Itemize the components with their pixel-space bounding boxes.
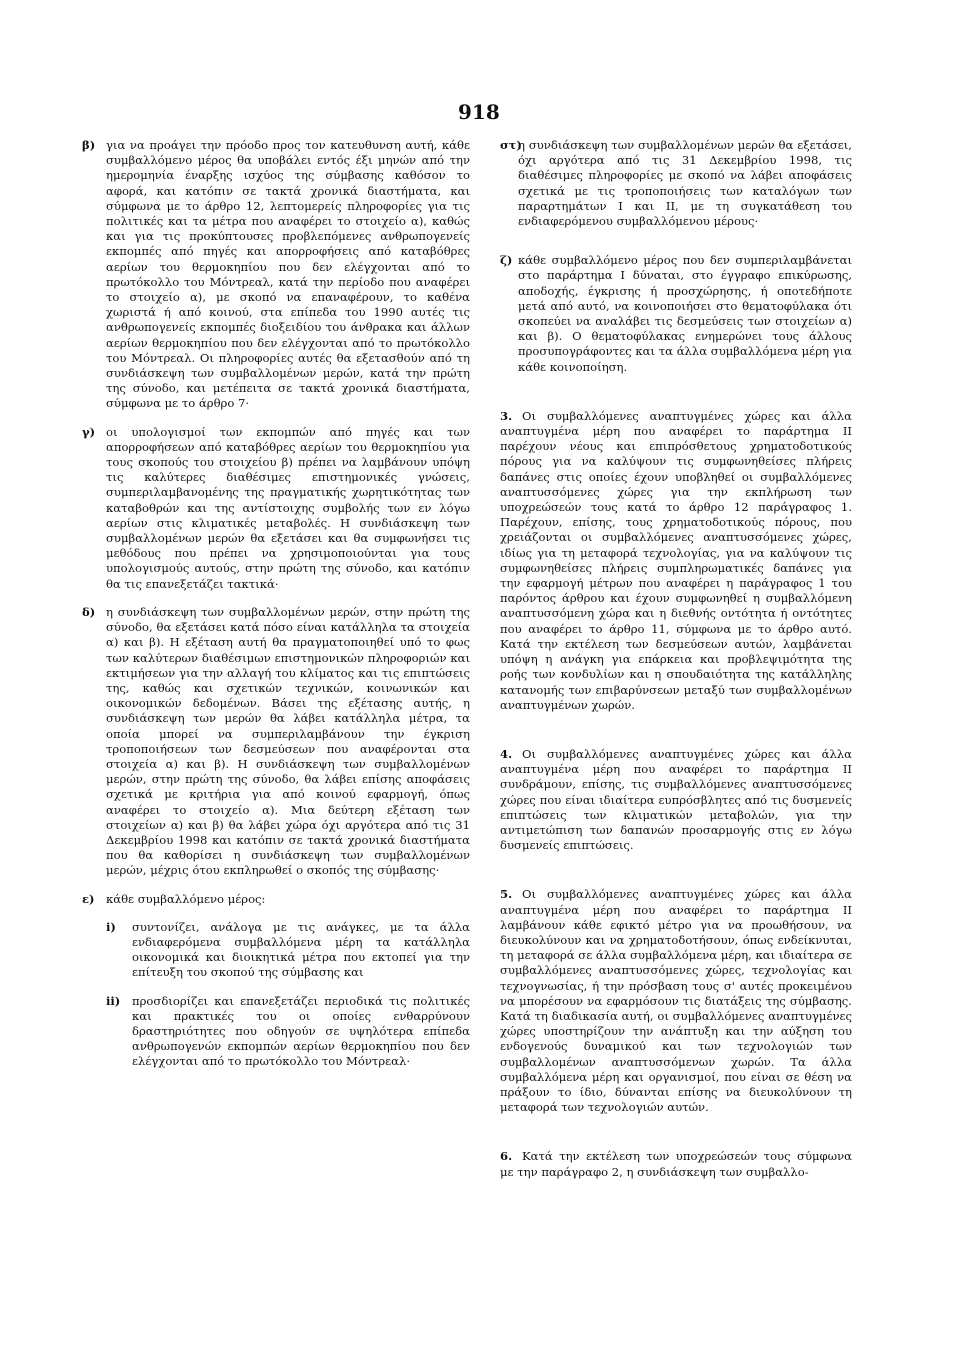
item-beta-label: β): [82, 138, 96, 152]
paragraph-4-number: 4.: [500, 746, 513, 761]
subitem-ii: [106, 994, 470, 1070]
item-gamma-text: οι υπολογισμοί των εκπομπών από πηγές και των απορροφήσεων από καταβόθρες αερίων του θερμοκηπίου για τους σκοπούς του στοιχείου β) πρέπει να λαμβάνουν υπόψη τις καλύτερες διαθέσιμες επιστημονικές γνώσεις, συμπεριλαμβανομένης της πραγματικής χωρητικότητας των καταβοθρών και της αντίστοιχης συμβολής των εν λόγω αερίων στις κλιματικές μεταβολές. Η συνδιάσκεψη των συμβαλλομένων μερών θα εξετάσει και θα συμφωνήσει τις μεθόδους που πρέπει να χρησιμοποιούνται για τους υπολογισμούς αυτούς, στην πρώτη της σύνοδο, και κατόπιν θα τις επανεξετάζει τακτικά·: [106, 424, 470, 591]
paragraph-3-number: 3.: [500, 408, 513, 423]
page-number: 918: [458, 100, 500, 124]
right-column: [500, 138, 852, 1180]
item-sigma-tau-text: η συνδιάσκεψη των συμβαλλομένων μερών θα εξετάσει, όχι αργότερα από τις 31 Δεκεμβρίου 1998, τις διαθέσιμες πληροφορίες με σκοπό να λάβει αποφάσεις σχετικά με τις τροποποιήσεις των καταλόγων των παραρτημάτων I και II, με τη συγκατάθεση του ενδιαφερόμενου συμβαλλόμενου μέρους·: [518, 138, 852, 229]
item-beta-text: για να προάγει την πρόοδο προς τον κατευθυνση αυτή, κάθε συμβαλλόμενο μέρος θα υποβάλει εντός έξι μηνών από την ημερομηνία έναρξης ισχύος της σύμβασης καθόσον το αφορά, και κατόπιν σε τακτά χρονικά διαστήματα, και σύμφωνα με το άρθρο 12, λεπτομερείς πληροφορίες για τις πολιτικές και τα μέτρα που αναφέρει το στοιχείο α), καθώς και για τις προκύπτουσες προβλεπόμενες ανθρωπογενείς εκπομπές από πηγές και απορροφήσεις από καταβόθρες αερίων του θερμοκηπίου που δεν ελέγχονται από το πρωτόκολλο του Μόντρεαλ, κατά την περίοδο που αναφέρει το στοιχείο α), με σκοπό να επαναφέρουν, το καθένα χωριστά ή από κοινού, στα επίπεδα του 1990 αυτές τις ανθρωπογενείς εκπομπές διοξειδίου του άνθρακα και άλλων αερίων θερμοκηπίου που δεν ελέγχονται από το πρωτόκολλο του Μόντρεαλ. Οι πληροφορίες αυτές θα εξετασθούν από τη συνδιάσκεψη των συμβαλλομένων μερών, κατά την πρώτη της σύνοδο, και μετέπειτα σε τακτά χρονικά διαστήματα, σύμφωνα με το άρθρο 7·: [106, 138, 470, 411]
item-gamma-label: γ): [82, 424, 96, 439]
paragraph-3-text: Οι συμβαλλόμενες αναπτυγμένες χώρες και άλλα αναπτυγμένα μέρη που αναφέρει το παράρτημα II παρέχουν νέους και επιπρόσθετους χρηματοδοτικούς πόρους για να καλύψουν τις συμφωνηθείσες πλήρεις δαπάνες στις οποίες έχουν υποβληθεί οι συμβαλλόμενες αναπτυσσόμενες χώρες για την εκπλήρωση των υποχρεώσεών τους κατά το άρθρο 12 παράγραφος 1. Παρέχουν, επίσης, τους χρηματοδοτικούς πόρους, που χρειάζονται οι συμβαλλόμενες αναπτυσσόμενες χώρες, ιδίως για τη μεταφορά τεχνολογίας, για να καλύψουν τις συμφωνηθείσες πλήρεις συμπληρωματικές δαπάνες για την εφαρμογή μέτρων που αναφέρει η παράγραφος 1 του παρόντος άρθρου και έχουν συμφωνηθεί η συμβαλλόμενη αναπτυσσόμενη χώρα και η διεθνής οντότητα ή οντότητες που αναφέρει το άρθρο 11, σύμφωνα με το άρθρο αυτό. Κατά την εκτέλεση των δεσμεύσεων αυτών, λαμβάνεται υπόψη η ανάγκη για επάρκεια και προβλεψιμότητα της ροής των κονδυλίων και η σπουδαιότητα της κατάλληλης κατανομής των επιβαρύνσεων μεταξύ των συμβαλλομένων αναπτυγμένων χωρών.: [500, 408, 852, 712]
item-delta: [82, 605, 470, 879]
paragraph-6: [500, 1149, 852, 1179]
paragraph-4-text: Οι συμβαλλόμενες αναπτυγμένες χώρες και άλλα αναπτυγμένα μέρη που αναφέρει το παράρτημα II συνδράμουν, επίσης, τις συμβαλλόμενες αναπτυσσόμενες χώρες που είναι ιδιαίτερα ευπρόσβλητες από τις δυσμενείς επιπτώσεις των κλιματικών μεταβολών, για την αντιμετώπιση των δαπανών προσαρμογής στις εν λόγω δυσμενείς επιπτώσεις.: [500, 746, 852, 853]
subitem-ii-label: ii): [106, 993, 121, 1008]
subitem-i-label: i): [106, 919, 116, 934]
paragraph-5-number: 5.: [500, 887, 513, 902]
item-sigma-tau: [500, 138, 852, 229]
item-epsilon-text: κάθε συμβαλλόμενο μέρος:: [106, 891, 266, 906]
item-delta-text: η συνδιάσκεψη των συμβαλλομένων μερών, στην πρώτη της σύνοδο, θα εξετάσει κατά πόσο είναι κατάλληλα τα στοιχεία α) και β). Η εξέταση αυτή θα πραγματοποιηθεί υπό το φως των καλύτερων διαθέσιμων επιστημονικών πληροφοριών και εκτιμήσεων για την αλλαγή του κλίματος και τις επιπτώσεις της, καθώς και σχετικών τεχνικών, κοινωνικών και οικονομικών δεδομένων. Βάσει της εξέτασης αυτής, η συνδιάσκεψη των μερών θα λάβει κατάλληλα μέτρα, τα οποία μπορεί να συμπεριλαμβάνουν την έγκριση τροποποιήσεων των δεσμεύσεων που αναφέρονται στα στοιχεία α) και β). Η συνδιάσκεψη των συμβαλλομένων μερών, στην πρώτη της σύνοδο, θα λάβει επίσης αποφάσεις σχετικά με κριτήρια για από κοινού εφαρμογή, όπως αναφέρει το στοιχείο α). Μια δεύτερη εξέταση των στοιχείων α) και β) θα λάβει χώρα όχι αργότερα από τις 31 Δεκεμβρίου 1998 και κατόπιν σε τακτά χρονικά διαστήματα που θα καθορίσει η συνδιάσκεψη των συμβαλλομένων μερών, μέχρις ότου εκπληρωθεί ο σκοπός της σύμβασης·: [106, 604, 470, 878]
left-column: [82, 138, 470, 1070]
item-sigma-tau-label: στ): [500, 138, 522, 152]
paragraph-5-text: Οι συμβαλλόμενες αναπτυγμένες χώρες και άλλα αναπτυγμένα μέρη που αναφέρει το παράρτημα II λαμβάνουν κάθε εφικτό μέτρο για να προωθήσουν, να διευκολύνουν και να χρηματοδοτήσουν, όπως ενδείκνυται, τη μεταφορά σε άλλα συμβαλλόμενα μέρη, και ιδιαίτερα σε συμβαλλόμενες αναπτυσσόμενες χώρες, τεχνολογίας και τεχνογνωσίας, ή την πρόσβαση τους σ' αυτές προκειμένου να μπορέσουν να εφαρμόσουν τις διατάξεις της σύμβασης. Κατά τη διαδικασία αυτή, οι συμβαλλόμενες αναπτυγμένες χώρες υποστηρίζουν την ανάπτυξη και την αύξηση του ενδογενούς δυναμικού και των τεχνολογιών των συμβαλλομένων αναπτυσσόμενων χωρών. Τα άλλα συμβαλλόμενα μέρη και οργανισμοί, που είναι σε θέση να πράξουν το ίδιο, δύνανται επίσης να διευκολύνουν τη μεταφορά των τεχνολογιών αυτών.: [500, 887, 852, 1115]
item-epsilon: [82, 892, 470, 907]
item-zeta-label: ζ): [500, 253, 513, 268]
item-zeta-text: κάθε συμβαλλόμενο μέρος που δεν συμπεριλαμβάνεται στο παράρτημα I δύναται, στο έγγραφο επικύρωσης, αποδοχής, έγκρισης ή προσχώρησης, ή οποτεδήποτε μετά από αυτό, να κοινοποιήσει στο θεματοφύλακα ότι σκοπεύει να αναλάβει τις δεσμεύσεις των στοιχείων α) και β). Ο θεματοφύλακας ενημερώνει τους άλλους προσυπογράφοντες και τα άλλα συμβαλλόμενα μέρη για κάθε κοινοποίηση.: [518, 253, 852, 374]
item-gamma: [82, 425, 470, 592]
paragraph-6-number: 6.: [500, 1149, 513, 1164]
item-zeta: [500, 253, 852, 375]
item-beta: [82, 138, 470, 412]
subitem-i: [106, 920, 470, 981]
paragraph-3: [500, 409, 852, 713]
paragraph-4: [500, 747, 852, 853]
item-epsilon-label: ε): [82, 891, 95, 906]
subitem-ii-text: προσδιορίζει και επανεξετάζει περιοδικά τις πολιτικές και πρακτικές του οι οποίες ενθαρρύνουν δραστηριότητες που οδηγούν σε υψηλότερα επίπεδα ανθρωπογενών εκπομπών αερίων θερμοκηπίου που δεν ελέγχονται από το πρωτόκολλο του Μόντρεαλ·: [132, 993, 470, 1069]
paragraph-6-text: Κατά την εκτέλεση των υποχρεώσεών τους σύμφωνα με την παράγραφο 2, η συνδιάσκεψη των συμβαλλο-: [500, 1149, 852, 1179]
subitem-i-text: συντονίζει, ανάλογα με τις ανάγκες, με τα άλλα ενδιαφερόμενα συμβαλλόμενα μέρη τα κατάλληλα οικονομικά και διοικητικά μέτρα που εκτοπεί για την επίτευξη του σκοπού της σύμβασης και: [132, 919, 470, 980]
item-delta-label: δ): [82, 604, 96, 619]
paragraph-5: [500, 887, 852, 1115]
